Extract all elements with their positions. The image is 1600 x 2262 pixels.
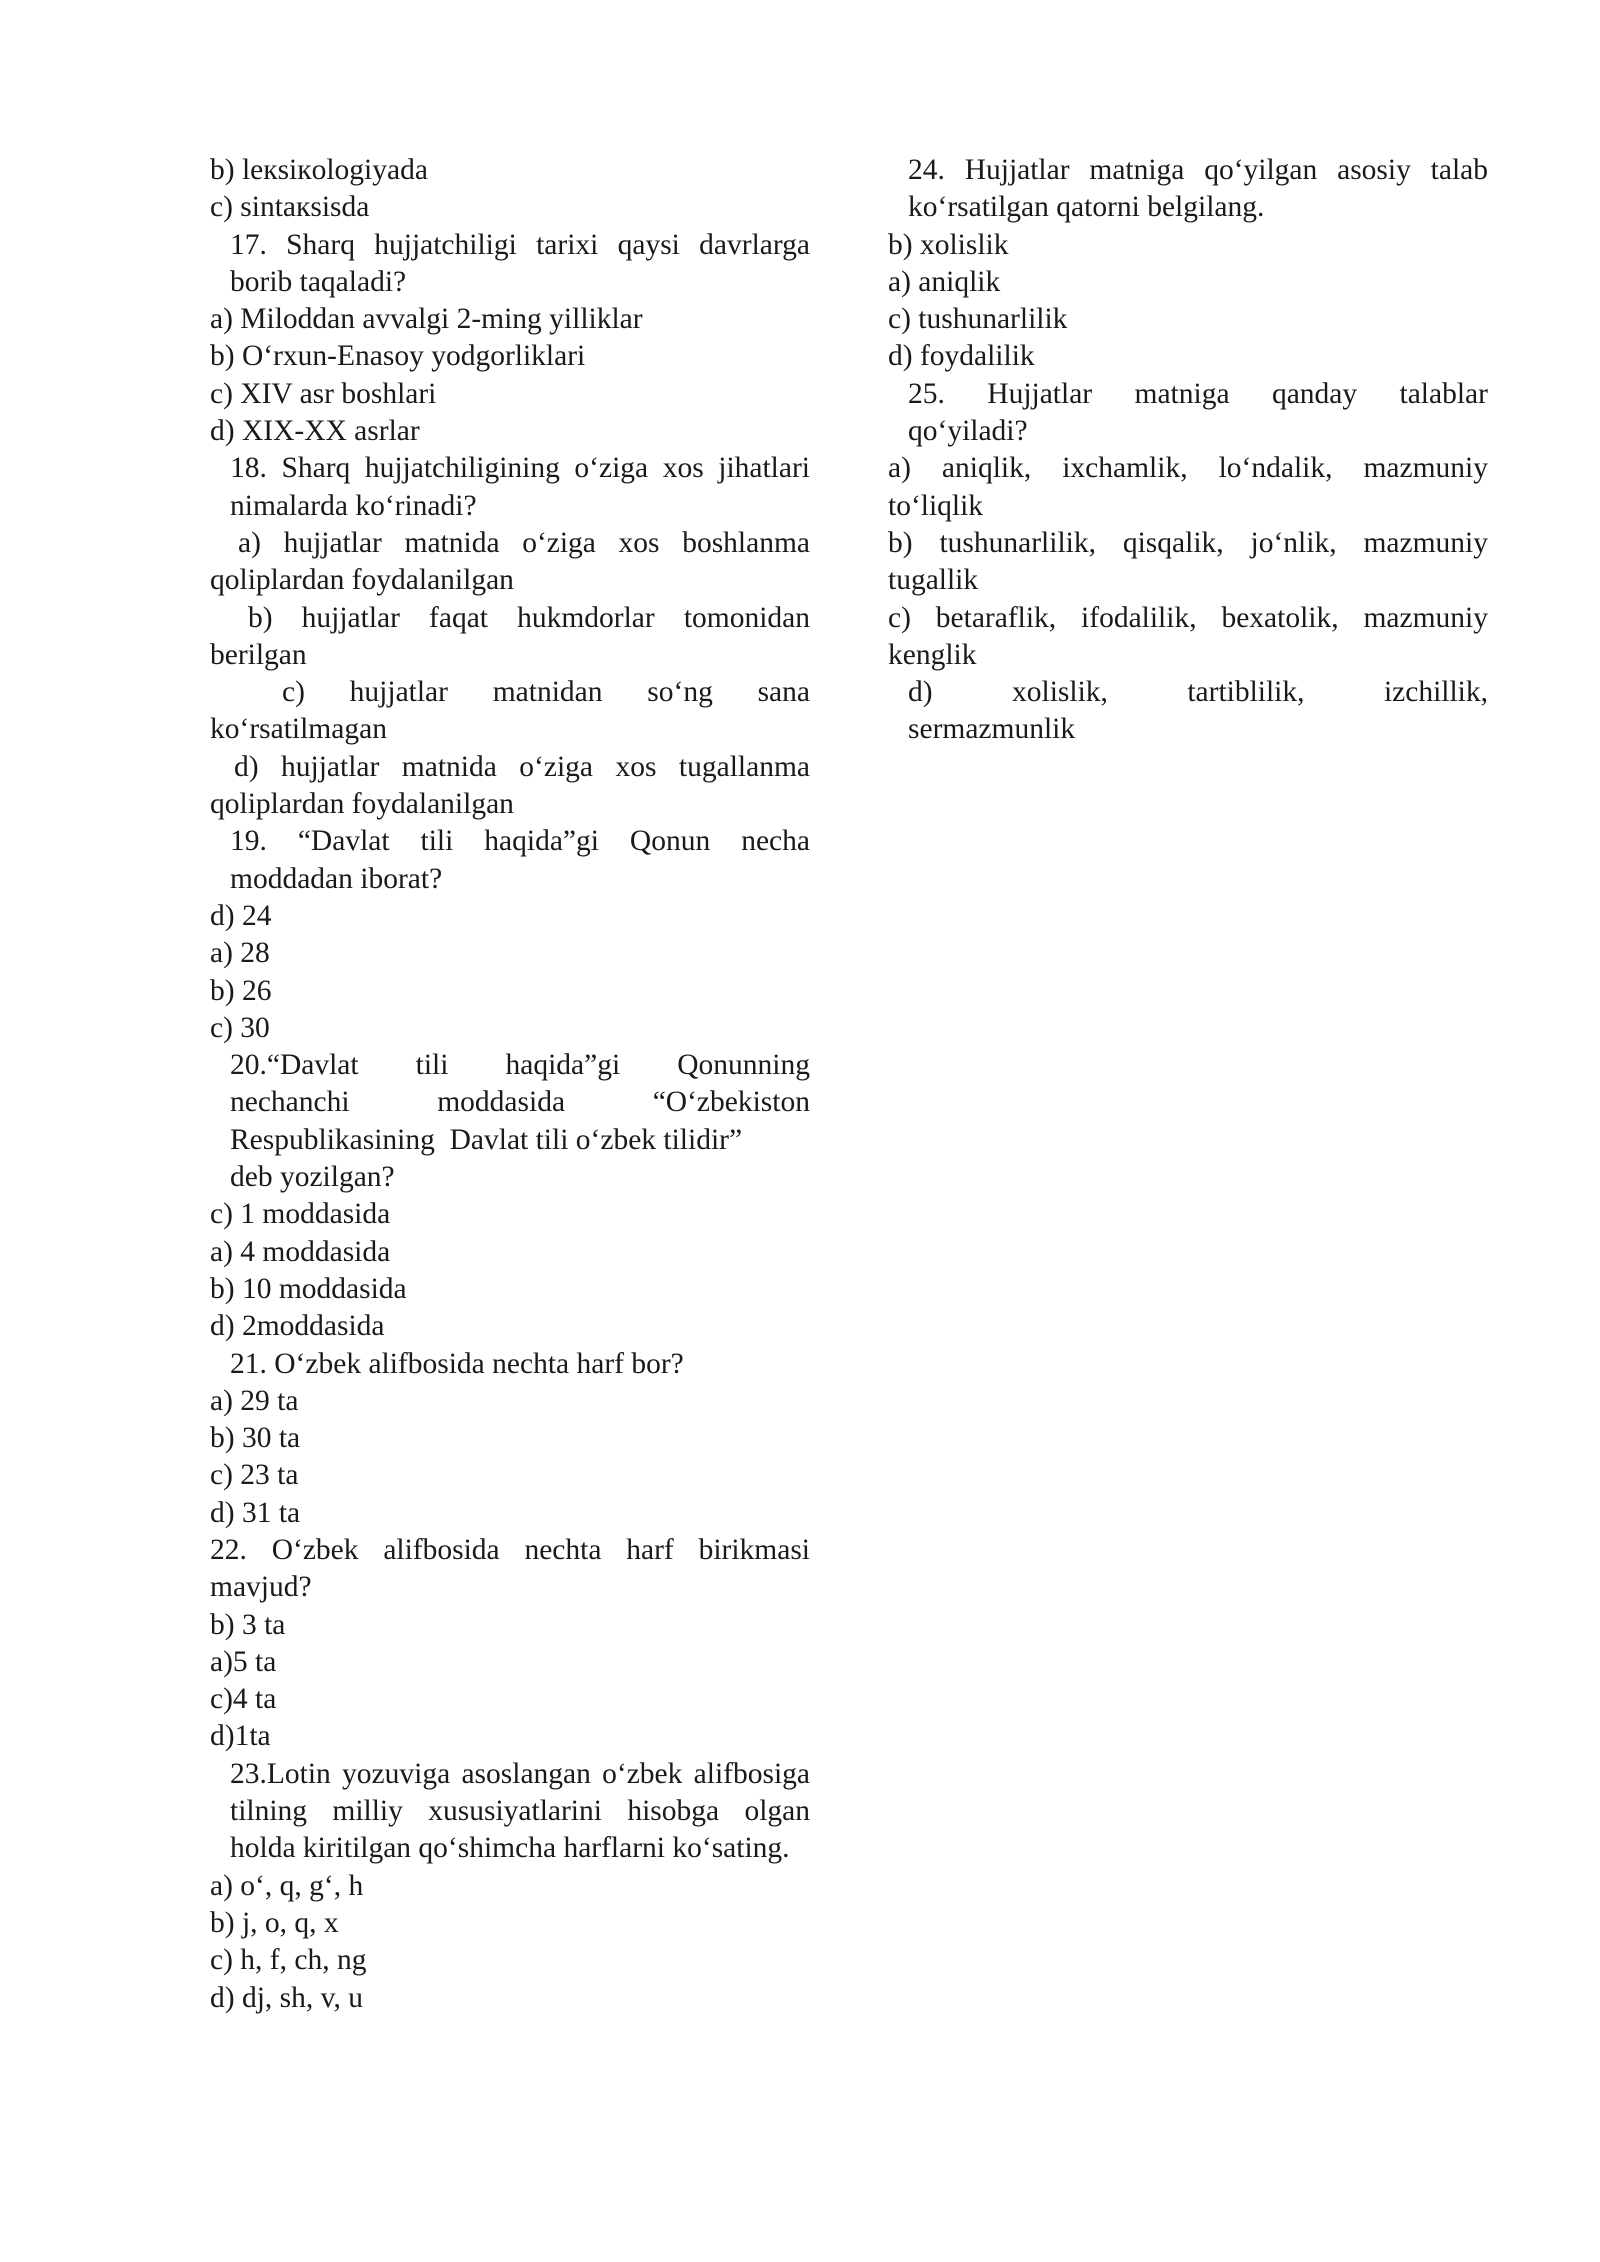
q19-option-c: c) 30 (210, 1011, 270, 1044)
q24-option-a: a) aniqlik (888, 265, 1001, 298)
q25-option-d-word: xolislik, (1012, 676, 1108, 709)
q19-option-d: d) 24 (210, 899, 272, 932)
q18-option-b: b) hujjatlar faqat hukmdorlar tomonidan berilgan (210, 601, 810, 671)
left-column (210, 152, 810, 2017)
q25-option-a: a) aniqlik, ixchamlik, lo‘ndalik, mazmuniy to‘liqlik (888, 452, 1488, 522)
q16-option-c: c) sintaкsisda (210, 191, 370, 224)
q25-word: Hujjatlar (987, 377, 1093, 410)
q21-option-b: b) 30 ta (210, 1422, 301, 1455)
q18-option-a: a) hujjatlar matnida o‘ziga xos boshlanma qoliplardan foydalanilgan (210, 526, 810, 597)
q20-line-2 (230, 1084, 810, 1121)
q20-word: moddasida (437, 1086, 566, 1119)
q22-option-d: d)1ta (210, 1720, 271, 1753)
q24-option-c: c) tushunarlilik (888, 303, 1068, 336)
q19-option-b: b) 26 (210, 974, 272, 1007)
q22-option-b: b) 3 ta (210, 1608, 286, 1641)
q20-word: tili (415, 1049, 449, 1082)
q25-option-d-line-1 (908, 674, 1488, 711)
q21-option-d: d) 31 ta (210, 1496, 301, 1529)
q20-word: haqida”gi (505, 1049, 621, 1082)
q25-line-1 (908, 376, 1488, 413)
q17-option-c: c) XIV asr boshlari (210, 377, 437, 410)
q25-word: matniga (1134, 377, 1230, 410)
q22-option-a: a)5 ta (210, 1645, 277, 1678)
q17-option-d: d) XIX-XX asrlar (210, 415, 420, 448)
q21-question: 21. O‘zbek alifbosida nechta harf bor? (230, 1347, 684, 1380)
q24-question: 24. Hujjatlar matniga qo‘yilgan asosiy talab ko‘rsatilgan qatorni belgilang. (908, 154, 1488, 224)
q25-option-d-line-2: sermazmunlik (908, 713, 1076, 746)
q20-word: Qonunning (677, 1049, 810, 1082)
q22-question: 22. O‘zbek alifbosida nechta harf birikmasi mavjud? (210, 1533, 810, 1604)
q20-word: nechanchi (230, 1086, 350, 1119)
q17-option-b: b) O‘rxun-Enasoy yodgorliklari (210, 340, 586, 373)
q20-line-1 (230, 1047, 810, 1084)
q25-option-b: b) tushunarlilik, qisqalik, jo‘nlik, mazmuniy tugallik (888, 526, 1488, 597)
q25-word: talablar (1399, 377, 1488, 410)
q25-option-d (888, 674, 1488, 749)
q20-word: 20.“Davlat (230, 1049, 359, 1082)
q20-question (210, 1047, 810, 1196)
q18-option-d: d) hujjatlar matnida o‘ziga xos tugallanma qoliplardan foydalanilgan (210, 750, 810, 821)
q22-option-c: c)4 ta (210, 1683, 277, 1716)
q21-option-c: c) 23 ta (210, 1459, 299, 1492)
q25-option-c: c) betaraflik, ifodalilik, bexatolik, mazmuniy kenglik (888, 601, 1488, 671)
q23-option-d: d) dj, sh, v, u (210, 1981, 363, 2014)
q18-question: 18. Sharq hujjatchiligining o‘ziga xos jihatlari nimalarda ko‘rinadi? (230, 452, 810, 522)
q25-option-d-word: izchillik, (1383, 676, 1488, 709)
q17-option-a: a) Miloddan avvalgi 2-ming yilliklar (210, 303, 643, 336)
q24-option-b: b) xolislik (888, 228, 1009, 261)
q25-word: qanday (1271, 377, 1358, 410)
q25-word: 25. (908, 377, 945, 410)
q16-option-b: b) leкsiкologiyada (210, 154, 428, 186)
q23-option-c: c) h, f, ch, ng (210, 1944, 367, 1977)
q23-question: 23.Lotin yozuviga asoslangan o‘zbek alifbosiga tilning milliy xususiyatlarini hisobga olgan holda kiritilgan qo‘shimcha harflarni ko‘sating. (230, 1757, 810, 1865)
q20-line-3: Respublikasining Davlat tili o‘zbek tilidir” (230, 1123, 743, 1156)
q25-line-2: qo‘yiladi? (908, 415, 1028, 448)
q20-option-c: c) 1 moddasida (210, 1198, 391, 1231)
q23-option-b: b) j, o, q, x (210, 1906, 339, 1939)
q17-question: 17. Sharq hujjatchiligi tarixi qaysi davrlarga borib taqaladi? (230, 228, 810, 298)
q24-option-d: d) foydalilik (888, 340, 1035, 373)
q20-line-4: deb yozilgan? (230, 1161, 395, 1194)
q25-question (888, 376, 1488, 451)
right-column (888, 152, 1488, 749)
q20-option-d: d) 2moddasida (210, 1310, 385, 1343)
q25-option-d-word: tartiblilik, (1187, 676, 1305, 709)
q18-option-c: c) hujjatlar matnidan so‘ng sana ko‘rsatilmagan (210, 676, 810, 746)
q19-option-a: a) 28 (210, 937, 270, 970)
q21-option-a: a) 29 ta (210, 1384, 299, 1417)
q19-question: 19. “Davlat tili haqida”gi Qonun necha moddadan iborat? (230, 825, 810, 895)
q20-option-a: a) 4 moddasida (210, 1235, 391, 1268)
q20-word: “O‘zbekiston (652, 1086, 810, 1119)
q20-option-b: b) 10 moddasida (210, 1272, 407, 1305)
q25-option-d-word: d) (908, 676, 933, 709)
q23-option-a: a) o‘, q, g‘, h (210, 1869, 364, 1902)
